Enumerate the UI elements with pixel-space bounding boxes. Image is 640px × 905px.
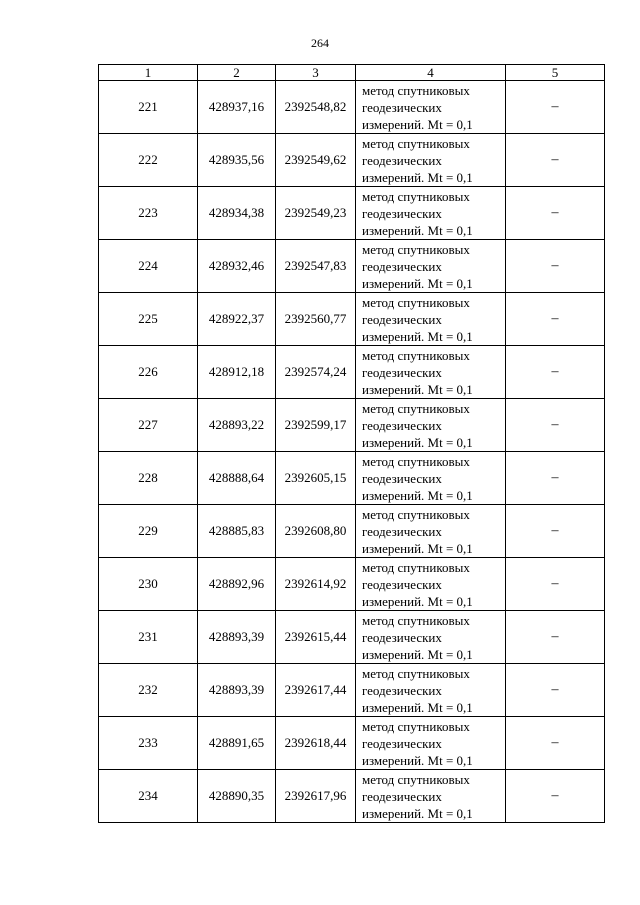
header-cell: 2: [198, 65, 276, 81]
method-cell: [356, 293, 506, 346]
method-cell: [356, 664, 506, 717]
method-text-line: геодезических: [362, 523, 442, 539]
method-text-line: геодезических: [362, 735, 442, 751]
method-text-line: метод спутниковых: [362, 241, 470, 257]
method-text-line: метод спутниковых: [362, 347, 470, 363]
method-text-line: метод спутниковых: [362, 400, 470, 416]
y-coordinate-cell: 2392615,44: [276, 611, 356, 664]
note-cell: –: [506, 187, 605, 240]
point-number-cell: 229: [99, 505, 198, 558]
x-coordinate-cell: 428922,37: [198, 293, 276, 346]
x-coordinate-cell: 428934,38: [198, 187, 276, 240]
method-cell: [356, 717, 506, 770]
y-coordinate-cell: 2392605,15: [276, 452, 356, 505]
method-text-line: метод спутниковых: [362, 559, 470, 575]
x-coordinate-cell: 428912,18: [198, 346, 276, 399]
x-coordinate-cell: 428893,39: [198, 611, 276, 664]
method-text-line: метод спутниковых: [362, 188, 470, 204]
x-coordinate-cell: 428893,22: [198, 399, 276, 452]
note-cell: –: [506, 452, 605, 505]
method-text-line: метод спутниковых: [362, 294, 470, 310]
point-number-cell: 233: [99, 717, 198, 770]
method-cell: [356, 346, 506, 399]
method-text-line: измерений. Mt = 0,1: [362, 275, 473, 291]
note-cell: –: [506, 558, 605, 611]
method-text-line: метод спутниковых: [362, 612, 470, 628]
method-text-line: геодезических: [362, 311, 442, 327]
x-coordinate-cell: 428892,96: [198, 558, 276, 611]
y-coordinate-cell: 2392547,83: [276, 240, 356, 293]
method-text-line: геодезических: [362, 99, 442, 115]
y-coordinate-cell: 2392614,92: [276, 558, 356, 611]
note-cell: –: [506, 611, 605, 664]
method-cell: [356, 611, 506, 664]
point-number-cell: 234: [99, 770, 198, 823]
y-coordinate-cell: 2392574,24: [276, 346, 356, 399]
method-cell: [356, 770, 506, 823]
point-number-cell: 223: [99, 187, 198, 240]
method-cell: [356, 240, 506, 293]
table-header-row: [99, 65, 605, 81]
method-text-line: геодезических: [362, 258, 442, 274]
method-text-line: измерений. Mt = 0,1: [362, 646, 473, 662]
point-number-cell: 227: [99, 399, 198, 452]
point-number-cell: 226: [99, 346, 198, 399]
point-number-cell: 230: [99, 558, 198, 611]
table-row: [99, 187, 605, 240]
table-row: [99, 452, 605, 505]
method-text-line: измерений. Mt = 0,1: [362, 487, 473, 503]
table-row: [99, 770, 605, 823]
method-text-line: метод спутниковых: [362, 506, 470, 522]
y-coordinate-cell: 2392608,80: [276, 505, 356, 558]
note-cell: –: [506, 293, 605, 346]
method-text-line: измерений. Mt = 0,1: [362, 699, 473, 715]
method-text-line: измерений. Mt = 0,1: [362, 434, 473, 450]
y-coordinate-cell: 2392618,44: [276, 717, 356, 770]
table-row: [99, 399, 605, 452]
method-text-line: метод спутниковых: [362, 665, 470, 681]
method-cell: [356, 505, 506, 558]
method-cell: [356, 187, 506, 240]
method-cell: [356, 452, 506, 505]
y-coordinate-cell: 2392617,44: [276, 664, 356, 717]
method-text-line: геодезических: [362, 364, 442, 380]
x-coordinate-cell: 428935,56: [198, 134, 276, 187]
x-coordinate-cell: 428932,46: [198, 240, 276, 293]
method-text-line: геодезических: [362, 682, 442, 698]
coordinates-table: [98, 64, 605, 823]
method-text-line: измерений. Mt = 0,1: [362, 116, 473, 132]
y-coordinate-cell: 2392548,82: [276, 81, 356, 134]
method-text-line: геодезических: [362, 417, 442, 433]
method-text-line: измерений. Mt = 0,1: [362, 540, 473, 556]
method-text-line: геодезических: [362, 788, 442, 804]
note-cell: –: [506, 717, 605, 770]
method-text-line: метод спутниковых: [362, 453, 470, 469]
x-coordinate-cell: 428888,64: [198, 452, 276, 505]
method-text-line: геодезических: [362, 152, 442, 168]
table-row: [99, 717, 605, 770]
point-number-cell: 225: [99, 293, 198, 346]
note-cell: –: [506, 399, 605, 452]
x-coordinate-cell: 428885,83: [198, 505, 276, 558]
method-text-line: геодезических: [362, 205, 442, 221]
method-text-line: измерений. Mt = 0,1: [362, 752, 473, 768]
method-text-line: метод спутниковых: [362, 135, 470, 151]
method-cell: [356, 134, 506, 187]
x-coordinate-cell: 428890,35: [198, 770, 276, 823]
note-cell: –: [506, 664, 605, 717]
y-coordinate-cell: 2392560,77: [276, 293, 356, 346]
method-text-line: метод спутниковых: [362, 771, 470, 787]
method-text-line: метод спутниковых: [362, 718, 470, 734]
method-text-line: измерений. Mt = 0,1: [362, 222, 473, 238]
y-coordinate-cell: 2392617,96: [276, 770, 356, 823]
x-coordinate-cell: 428893,39: [198, 664, 276, 717]
y-coordinate-cell: 2392599,17: [276, 399, 356, 452]
method-text-line: измерений. Mt = 0,1: [362, 169, 473, 185]
table-row: [99, 134, 605, 187]
table-row: [99, 293, 605, 346]
table-body: [99, 81, 605, 823]
y-coordinate-cell: 2392549,62: [276, 134, 356, 187]
point-number-cell: 231: [99, 611, 198, 664]
point-number-cell: 228: [99, 452, 198, 505]
header-cell: 3: [276, 65, 356, 81]
method-text-line: геодезических: [362, 629, 442, 645]
method-text-line: измерений. Mt = 0,1: [362, 328, 473, 344]
table-row: [99, 346, 605, 399]
table-row: [99, 664, 605, 717]
header-cell: 4: [356, 65, 506, 81]
method-text-line: измерений. Mt = 0,1: [362, 381, 473, 397]
page-number: 264: [311, 36, 329, 50]
table-row: [99, 81, 605, 134]
method-text-line: измерений. Mt = 0,1: [362, 805, 473, 821]
note-cell: –: [506, 346, 605, 399]
y-coordinate-cell: 2392549,23: [276, 187, 356, 240]
x-coordinate-cell: 428891,65: [198, 717, 276, 770]
table-row: [99, 558, 605, 611]
method-text-line: метод спутниковых: [362, 82, 470, 98]
method-cell: [356, 399, 506, 452]
x-coordinate-cell: 428937,16: [198, 81, 276, 134]
table-row: [99, 505, 605, 558]
method-text-line: измерений. Mt = 0,1: [362, 593, 473, 609]
table-row: [99, 240, 605, 293]
point-number-cell: 221: [99, 81, 198, 134]
method-cell: [356, 558, 506, 611]
header-cell: 5: [506, 65, 605, 81]
table-row: [99, 611, 605, 664]
method-text-line: геодезических: [362, 576, 442, 592]
method-text-line: геодезических: [362, 470, 442, 486]
method-cell: [356, 81, 506, 134]
note-cell: –: [506, 134, 605, 187]
point-number-cell: 224: [99, 240, 198, 293]
note-cell: –: [506, 770, 605, 823]
note-cell: –: [506, 240, 605, 293]
header-cell: 1: [99, 65, 198, 81]
point-number-cell: 222: [99, 134, 198, 187]
note-cell: –: [506, 81, 605, 134]
point-number-cell: 232: [99, 664, 198, 717]
note-cell: –: [506, 505, 605, 558]
